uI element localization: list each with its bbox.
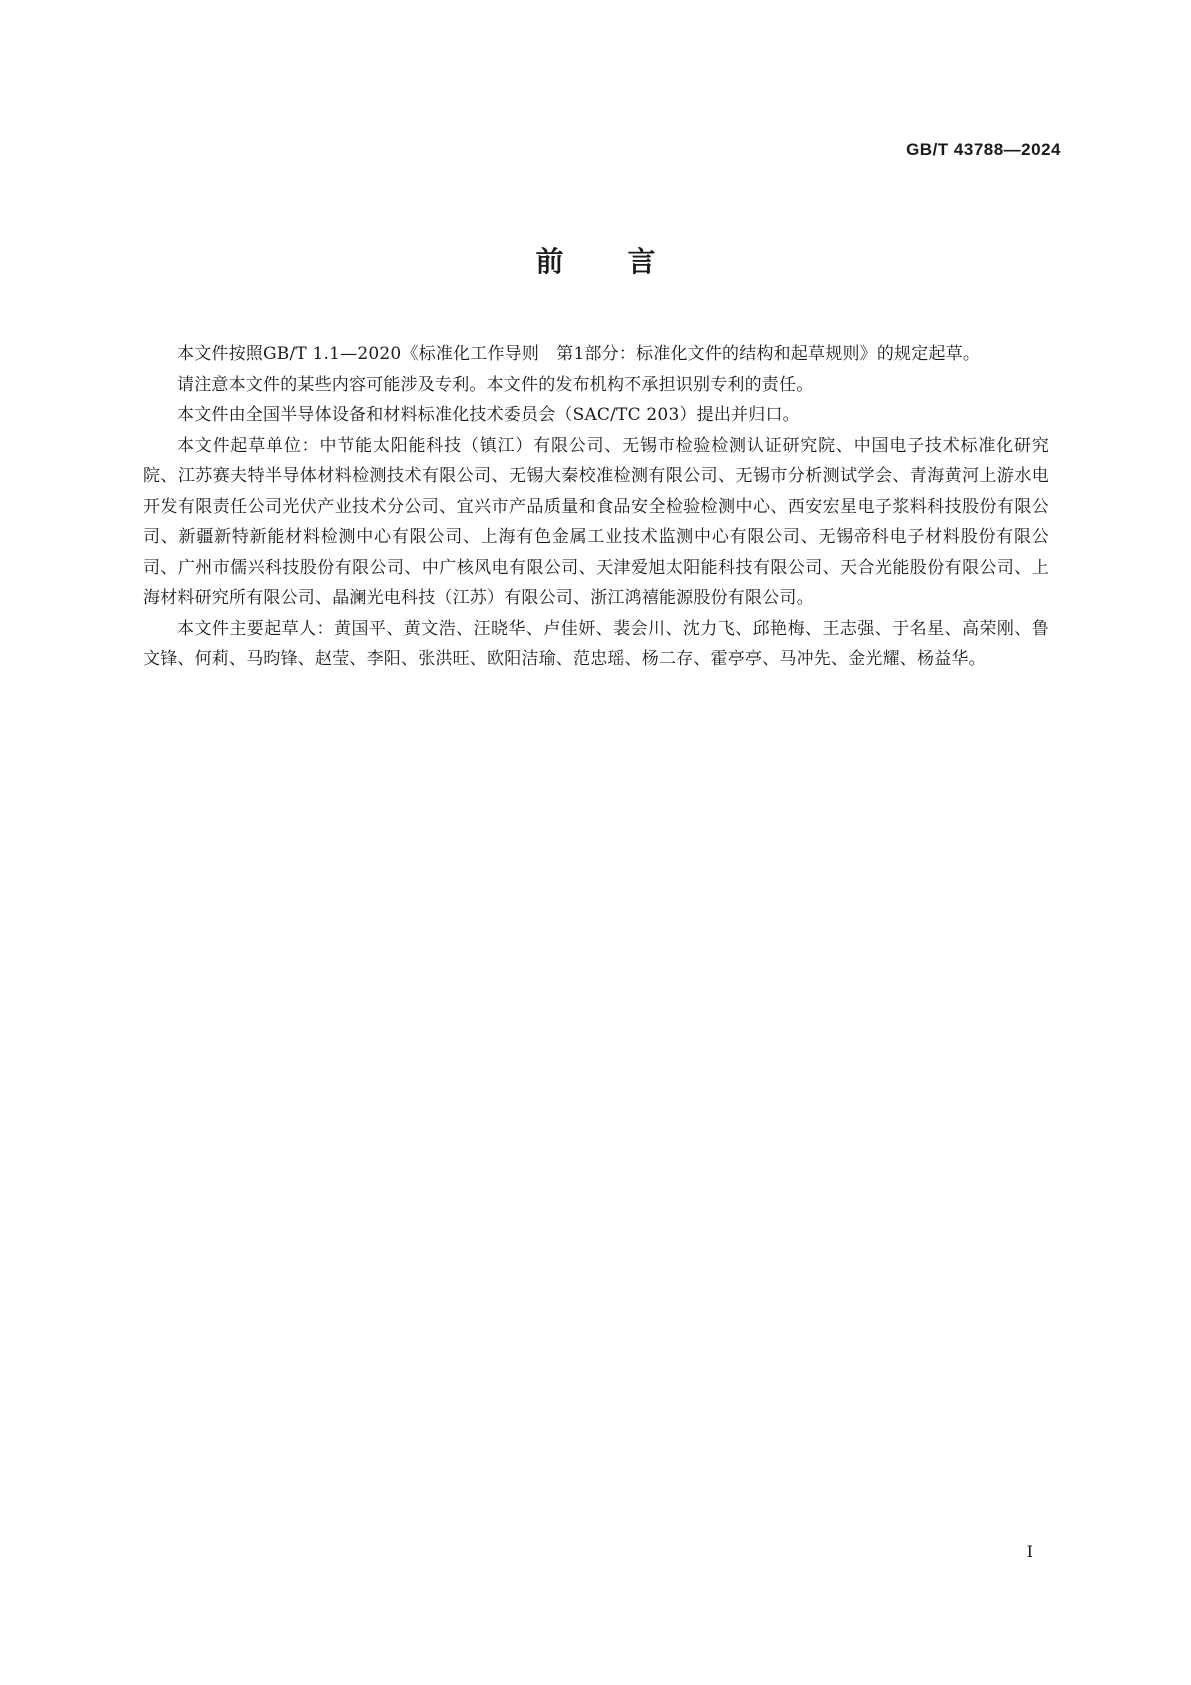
page-title: 前言: [535, 245, 720, 278]
page-number: I: [1026, 1542, 1033, 1561]
foreword-body: [143, 339, 1049, 675]
paragraph-drafting-units: 本文件起草单位：中节能太阳能科技（镇江）有限公司、无锡市检验检测认证研究院、中国电子技术标准化研究院、江苏赛夫特半导体材料检测技术有限公司、无锡大秦校准检测有限公司、无锡市分析测试学会、青海黄河上游水电开发有限责任公司光伏产业技术分公司、宜兴市产品质量和食品安全检验检测中心、西安宏星电子浆料科技股份有限公司、新疆新特新能材料检测中心有限公司、上海有色金属工业技术监测中心有限公司、无锡帝科电子材料股份有限公司、广州市儒兴科技股份有限公司、中广核风电有限公司、天津爱旭太阳能科技有限公司、天合光能股份有限公司、上海材料研究所有限公司、晶澜光电科技（江苏）有限公司、浙江鸿禧能源股份有限公司。: [143, 435, 1049, 608]
paragraph-patent-notice: 请注意本文件的某些内容可能涉及专利。本文件的发布机构不承担识别专利的责任。: [177, 374, 814, 395]
paragraph-drafting-rules: 本文件按照GB/T 1.1—2020《标准化工作导则 第1部分：标准化文件的结构和起草规则》的规定起草。: [177, 344, 981, 364]
paragraph-drafters: 本文件主要起草人：黄国平、黄文浩、汪晓华、卢佳妍、裴会川、沈力飞、邱艳梅、王志强、于名星、高荣刚、鲁文锋、何莉、马昀锋、赵莹、李阳、张洪旺、欧阳洁瑜、范忠瑶、杨二存、霍亭亭、马冲先、金光耀、杨益华。: [143, 618, 1049, 669]
standard-code: GB/T 43788—2024: [906, 140, 1061, 159]
paragraph-proposer: 本文件由全国半导体设备和材料标准化技术委员会（SAC/TC 203）提出并归口。: [177, 405, 800, 425]
